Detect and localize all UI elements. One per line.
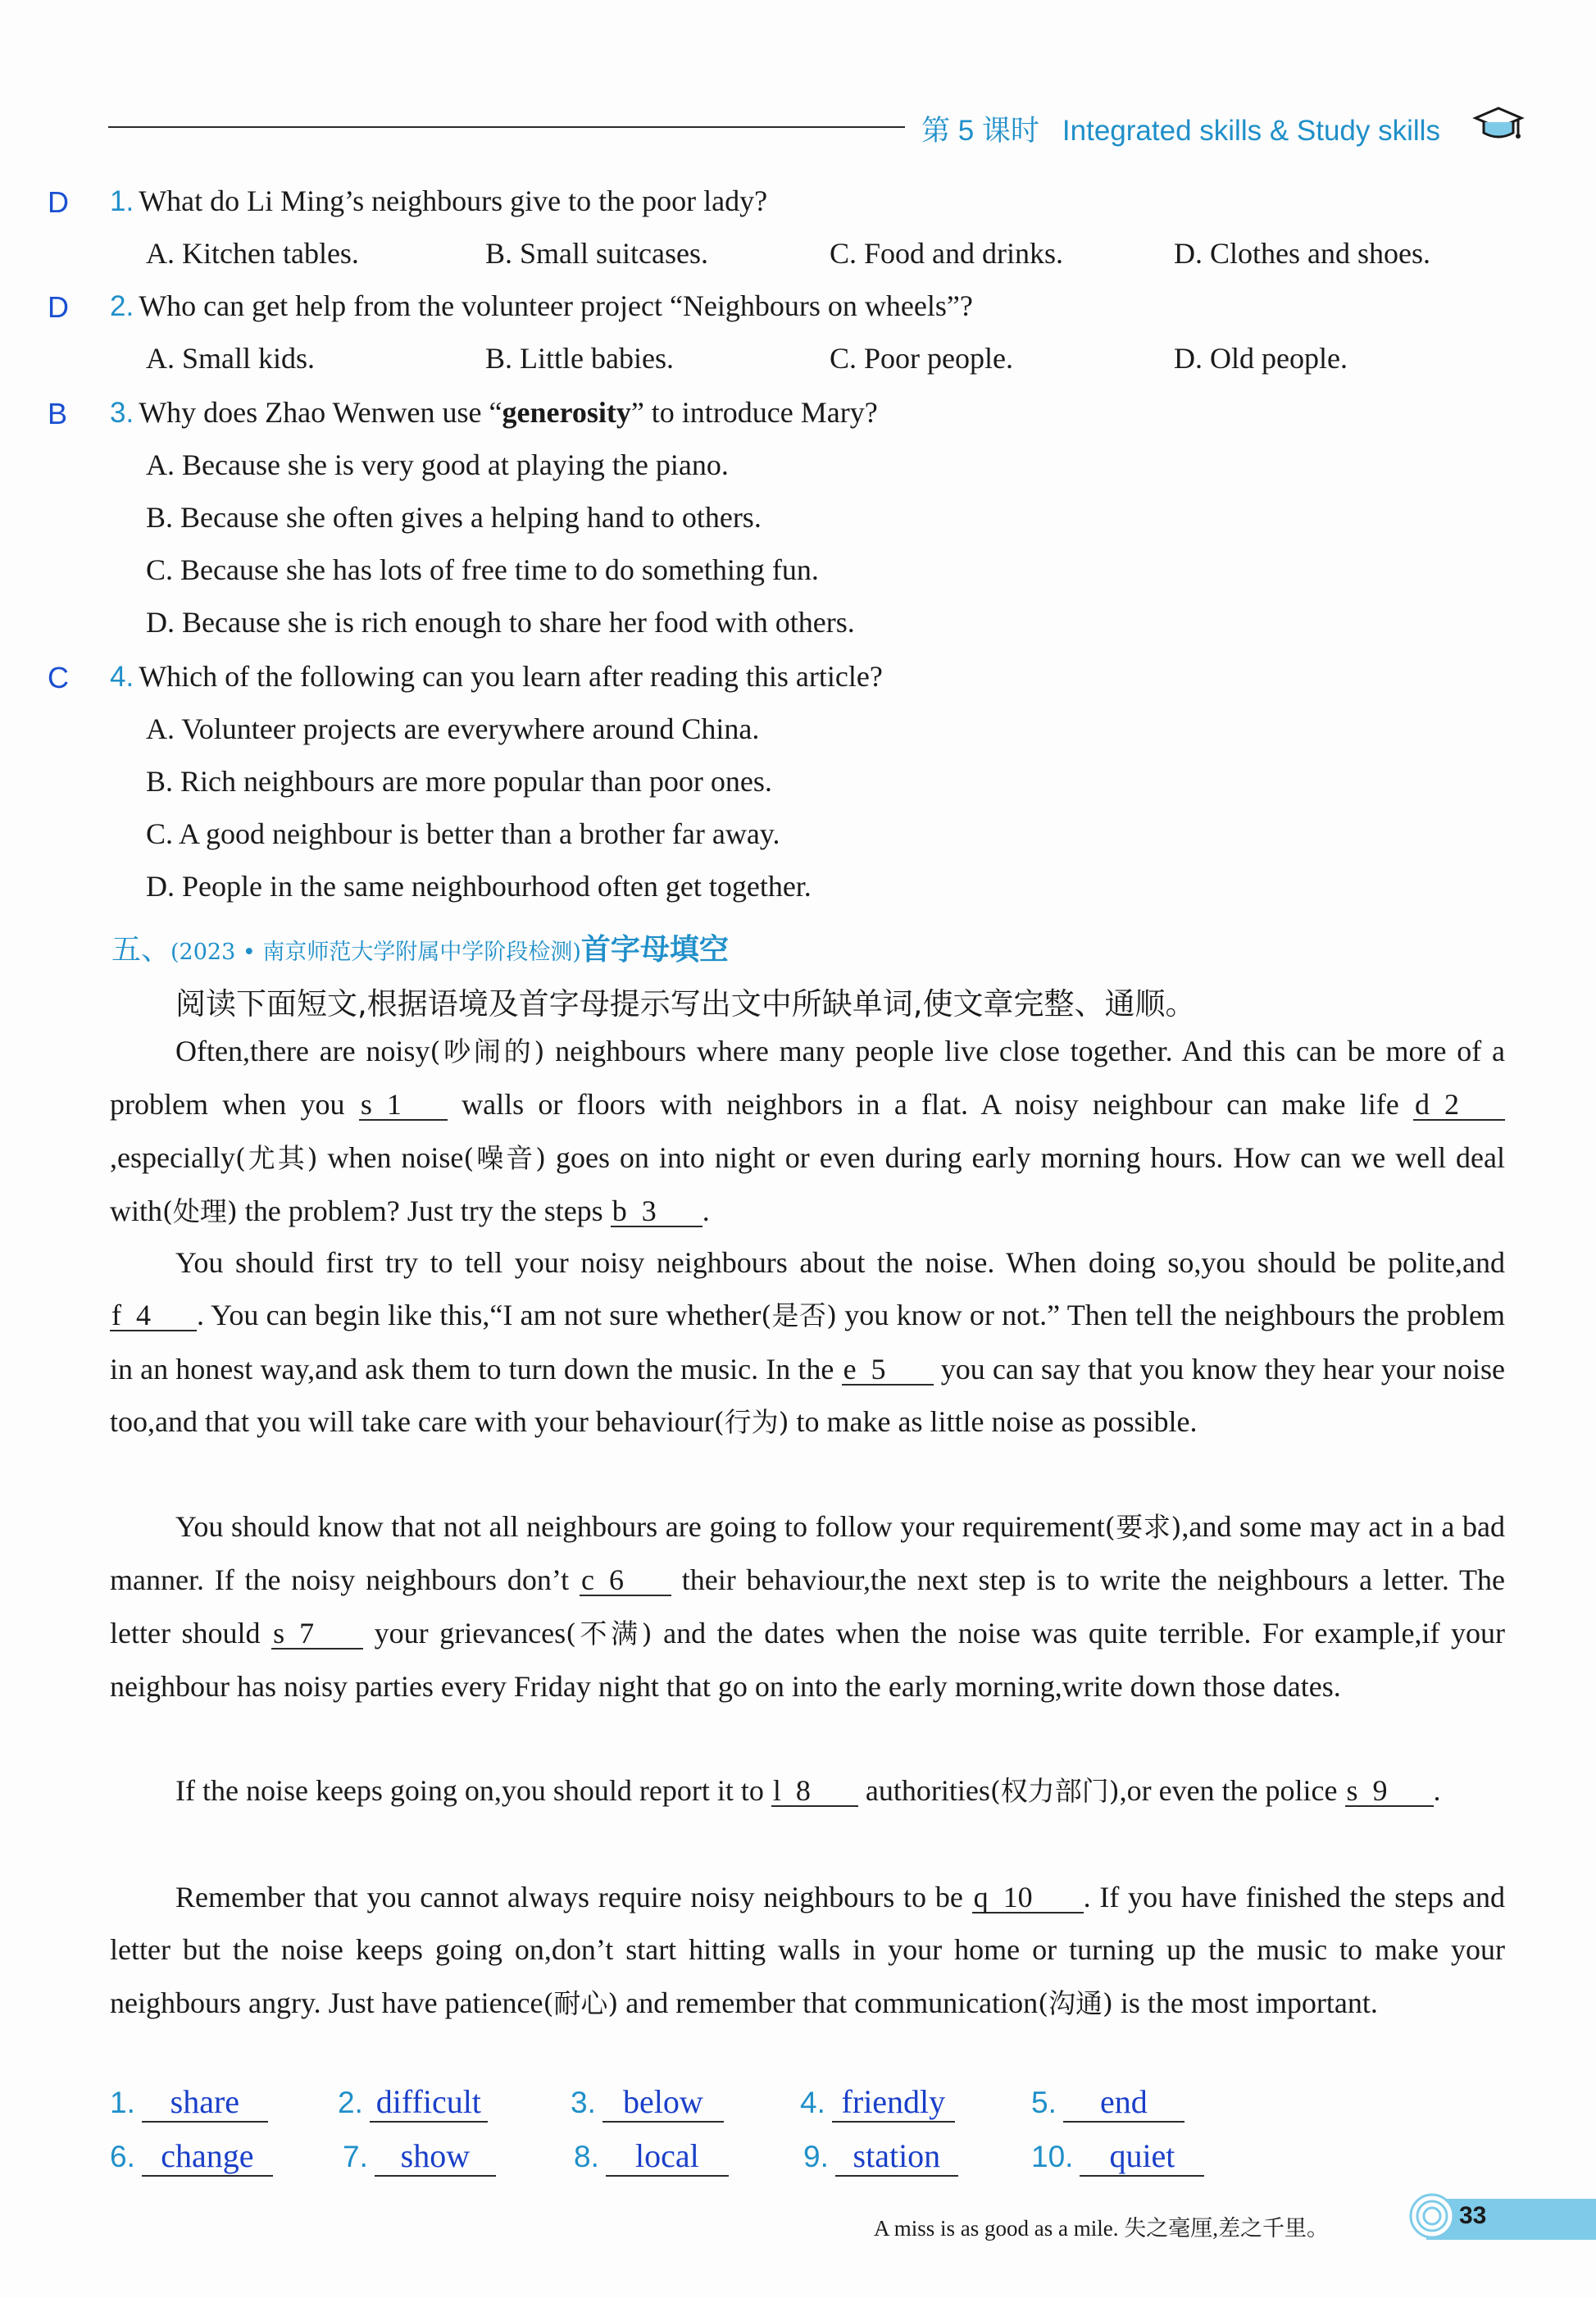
blank-5[interactable]: e 5 bbox=[842, 1354, 934, 1386]
blank-9[interactable]: s 9 bbox=[1345, 1776, 1434, 1807]
option: B. Because she often gives a helping hand to others. bbox=[146, 501, 762, 534]
passage-paragraph: You should first try to tell your noisy neighbours about the noise. When doing so,you should be polite,and f 4 . You can begin like this,“I am not sure whether(是否) you know or not.” Then tell the neighbours the problem in an honest way,and ask them to turn down the music. In the e 5 you can say that you know they hear your noise too,and that you will take care with your behaviour(行为) to make as little noise as possible. bbox=[110, 1246, 1505, 1439]
option: B. Little babies. bbox=[485, 342, 674, 375]
question-stem bbox=[110, 289, 973, 323]
question-text: Which of the following can you learn after reading this article? bbox=[139, 660, 883, 693]
option: C. Because she has lots of free time to do something fun. bbox=[146, 553, 819, 586]
option: B. Small suitcases. bbox=[485, 237, 708, 270]
question-number: 2. bbox=[110, 290, 134, 322]
blank-4[interactable]: f 4 bbox=[110, 1300, 197, 1331]
answer-item: 8. local bbox=[574, 2136, 729, 2177]
answer-item: 10. quiet bbox=[1031, 2136, 1204, 2177]
option: C. A good neighbour is better than a brother far away. bbox=[146, 817, 780, 850]
keyword: generosity bbox=[502, 396, 631, 429]
swirl-decoration-icon bbox=[1407, 2191, 1457, 2241]
answer-word[interactable]: end bbox=[1063, 2082, 1184, 2123]
passage-paragraph: Often,there are noisy(吵闹的) neighbours where many people live close together. And this can be more of a problem when you s 1 walls or floors with neighbors in a flat. A noisy neighbour can make life d 2,especially(尤其) when noise(噪音) goes on into night or even during early morning hours. How can we well deal with(处理) the problem? Just try the steps b 3 . bbox=[110, 1035, 1506, 1228]
section-label: 五、 bbox=[111, 933, 171, 967]
answer-item: 7. show bbox=[343, 2136, 496, 2177]
lesson-title: Integrated skills & Study skills bbox=[1062, 115, 1440, 147]
answer-item: 6. change bbox=[110, 2136, 273, 2177]
answer-word[interactable]: local bbox=[606, 2136, 729, 2177]
answer-word[interactable]: change bbox=[142, 2136, 273, 2177]
section-title bbox=[111, 926, 729, 968]
answer-item: 3. below bbox=[571, 2082, 724, 2123]
question-text: Why does Zhao Wenwen use “ bbox=[139, 396, 502, 429]
page-header bbox=[921, 108, 1440, 149]
page-number: 33 bbox=[1459, 2202, 1487, 2229]
passage-paragraph: You should know that not all neighbours are going to follow your requirement(要求),and some may act in a bad manner. If the noisy neighbours don’t c 6 their behaviour,the next step is to write the neighbours a letter. The letter should s 7 your grievances(不满) and the dates when the noise was quite terrible. For example,if your neighbour has noisy parties every Friday night that go on into the early morning,write down those dates. bbox=[110, 1510, 1506, 1704]
answer-mark: D bbox=[48, 290, 69, 324]
answer-word[interactable]: station bbox=[835, 2136, 958, 2177]
option: A. Kitchen tables. bbox=[146, 237, 359, 270]
answer-item: 5. end bbox=[1031, 2082, 1184, 2123]
blank-2[interactable]: d 2 bbox=[1413, 1090, 1505, 1121]
answer-word[interactable]: below bbox=[602, 2082, 724, 2123]
answer-word[interactable]: difficult bbox=[370, 2082, 488, 2123]
option: C. Poor people. bbox=[830, 342, 1013, 375]
option: B. Rich neighbours are more popular than poor ones. bbox=[146, 765, 772, 798]
lesson-label: 第 5 课时 bbox=[921, 115, 1039, 147]
question-text: ” to introduce Mary? bbox=[630, 396, 878, 429]
header-rule bbox=[108, 126, 905, 128]
blank-10[interactable]: q 10 bbox=[972, 1882, 1084, 1913]
answer-word[interactable]: quiet bbox=[1080, 2136, 1204, 2177]
section-source: (2023 • 南京师范大学附属中学阶段检测) bbox=[171, 940, 581, 965]
blank-3[interactable]: b 3 bbox=[611, 1196, 703, 1227]
option: D. Old people. bbox=[1174, 342, 1348, 375]
blank-8[interactable]: l 8 bbox=[771, 1776, 858, 1807]
option: C. Food and drinks. bbox=[830, 237, 1064, 270]
question-stem bbox=[110, 395, 878, 430]
instructions: 阅读下面短文,根据语境及首字母提示写出文中所缺单词,使文章完整、通顺。 bbox=[175, 986, 1196, 1022]
answer-item: 4. friendly bbox=[800, 2082, 955, 2123]
question-text: What do Li Ming’s neighbours give to the poor lady? bbox=[139, 184, 768, 217]
question-text: Who can get help from the volunteer project “Neighbours on wheels”? bbox=[139, 289, 973, 322]
option: A. Small kids. bbox=[146, 342, 316, 375]
answer-mark: D bbox=[48, 185, 69, 219]
option: D. Clothes and shoes. bbox=[1174, 237, 1430, 270]
footer-proverb: A miss is as good as a mile. 失之毫厘,差之千里。 bbox=[874, 2216, 1329, 2241]
answer-word[interactable]: show bbox=[375, 2136, 496, 2177]
answer-mark: C bbox=[48, 661, 69, 694]
passage-paragraph: If the noise keeps going on,you should report it to l 8 authorities(权力部门),or even the police s 9 . bbox=[175, 1774, 1441, 1807]
option: D. People in the same neighbourhood often get together. bbox=[146, 870, 812, 903]
answer-word[interactable]: friendly bbox=[832, 2082, 955, 2123]
blank-6[interactable]: c 6 bbox=[580, 1565, 671, 1596]
answer-word[interactable]: share bbox=[142, 2082, 268, 2123]
question-number: 3. bbox=[110, 397, 134, 429]
question-number: 4. bbox=[110, 661, 134, 693]
blank-7[interactable]: s 7 bbox=[271, 1618, 363, 1650]
option: D. Because she is rich enough to share her food with others. bbox=[146, 606, 855, 639]
option: A. Because she is very good at playing the piano. bbox=[146, 448, 729, 481]
question-stem bbox=[110, 184, 767, 218]
section-heading: 首字母填空 bbox=[580, 933, 729, 967]
blank-1[interactable]: s 1 bbox=[359, 1090, 448, 1121]
answer-item: 2. difficult bbox=[338, 2082, 488, 2123]
question-number: 1. bbox=[110, 185, 134, 217]
passage-paragraph: Remember that you cannot always require noisy neighbours to be q 10 . If you have finished the steps and letter but the noise keeps going on,don’t start hitting walls in your home or turning up the music to make your neighbours angry. Just have patience(耐心) and remember that communication(沟通) is the most important. bbox=[110, 1881, 1505, 2019]
answer-mark: B bbox=[48, 397, 68, 430]
answer-item: 1. share bbox=[110, 2082, 268, 2123]
answer-item: 9. station bbox=[803, 2136, 958, 2177]
question-stem bbox=[110, 659, 883, 694]
option: A. Volunteer projects are everywhere around China. bbox=[146, 712, 760, 745]
graduation-cap-icon bbox=[1472, 100, 1525, 149]
